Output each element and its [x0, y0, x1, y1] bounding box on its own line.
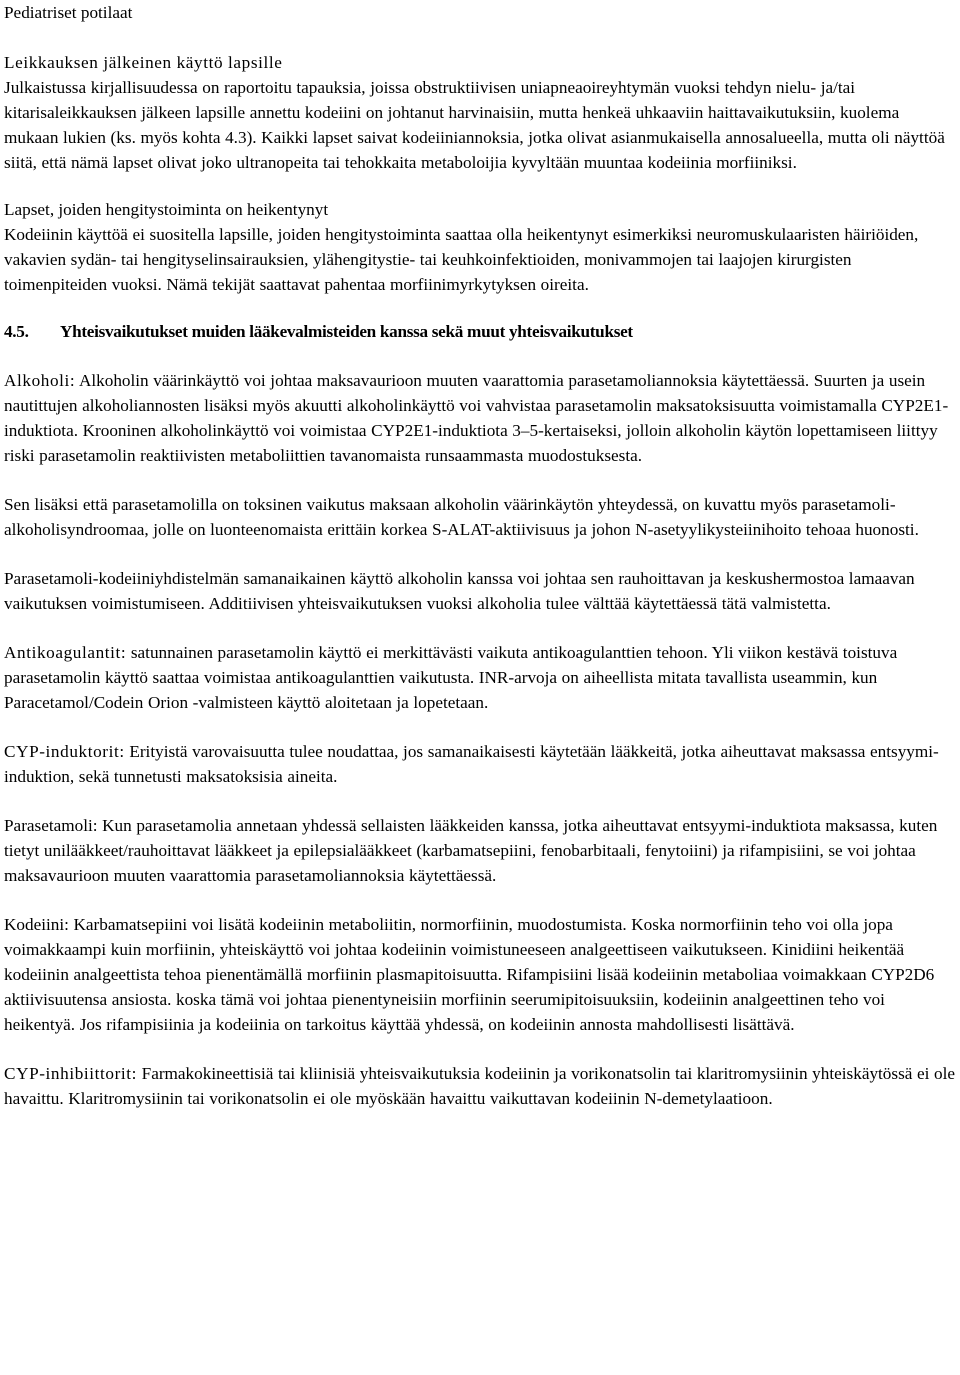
text-alcohol: Alkoholin väärinkäyttö voi johtaa maksavaurioon muuten vaarattomia parasetamoliannoksia käytettäessä. Suurten ja usein nautittujen alkoholiannosten lisäksi myös akuutti alkoholinkäyttö voi vahvistaa parasetamolin maksatoksisuutta voimistamalla CYP2E1-induktiota. Krooninen alkoholinkäyttö voi voimistaa CYP2E1-induktiota 3–5-kertaiseksi, jolloin alkoholin käytön lopettamiseen liittyy riski parasetamolin reaktiivisten metaboliittien tavanomaista runsaammasta muodostuksesta.: [4, 371, 949, 465]
lead-anticoagulants: Antikoagulantit:: [4, 643, 127, 662]
spacer: [4, 1037, 956, 1061]
spacer: [4, 468, 956, 492]
spacer: [4, 789, 956, 813]
text-anticoagulants: satunnainen parasetamolin käyttö ei merkittävästi vaikuta antikoagulanttien tehoon. Yli viikon kestävä toistuva parasetamolin käyttö saattaa voimistaa antikoagulanttien vaikutusta. INR-arvoja on aiheellista mitata tavallista useammin, kun Paracetamol/Codein Orion -valmisteen käyttö aloitetaan ja lopetetaan.: [4, 643, 898, 712]
section-number: 4.5.: [4, 322, 29, 341]
spacer: [4, 175, 956, 197]
lead-cyp-inhibitors: CYP-inhibiittorit:: [4, 1064, 138, 1083]
page-title: Pediatriset potilaat: [4, 3, 133, 22]
subheading-respiratory-impaired: Lapset, joiden hengitystoiminta on heikentynyt: [4, 200, 329, 219]
spacer: [4, 616, 956, 640]
lead-alcohol: Alkoholi:: [4, 371, 76, 390]
paragraph-codeine-alcohol: Parasetamoli-kodeiiniyhdistelmän samanaikainen käyttö alkoholin kanssa voi johtaa sen rauhoittavan ja keskushermostoa lamaavan vaikutuksen voimistumiseen. Additiivisen yhteisvaikutuksen vuoksi alkoholia tulee välttää käytettäessä tätä valmistetta.: [4, 569, 915, 613]
section-heading: [4, 319, 956, 344]
subheading-postoperative-use: Leikkauksen jälkeinen käyttö lapsille: [4, 53, 283, 72]
spacer: [4, 344, 956, 368]
spacer: [4, 297, 956, 319]
document-page: [4, 0, 956, 1111]
paragraph-postoperative-use: Julkaistussa kirjallisuudessa on raportoitu tapauksia, joissa obstruktiivisen uniapneaoireyhtymän vuoksi tehdyn nielu- ja/tai kitarisaleikkauksen jälkeen lapsille annettu kodeiini on johtanut harvinaisiin, mutta henkeä uhkaaviin haittavaikutuksiin, kuolema mukaan lukien (ks. myös kohta 4.3). Kaikki lapset saivat kodeiiniannoksia, jotka olivat asianmukaisella annosalueella, mutta oli näyttöä siitä, että nämä lapset olivat joko ultranopeita tai tehokkaita metaboloijia kyvyltään muuntaa kodeiinia morfiiniksi.: [4, 78, 945, 172]
paragraph-cyp-inhibitors: [4, 1061, 956, 1111]
paragraph-cyp-inducers: [4, 739, 956, 789]
lead-cyp-inducers: CYP-induktorit:: [4, 742, 125, 761]
spacer: [4, 715, 956, 739]
spacer: [4, 25, 956, 50]
paragraph-respiratory-impaired: Kodeiinin käyttöä ei suositella lapsille, joiden hengitystoiminta saattaa olla heikentynyt esimerkiksi neuromuskulaaristen häiriöiden, vakavien sydän- tai hengityselinsairauksien, ylähengitystie- tai keuhkoinfektioiden, monivammojen tai laajojen kirurgisten toimenpiteiden vuoksi. Nämä tekijät saattavat pahentaa morfiinimyrkytyksen oireita.: [4, 225, 919, 294]
paragraph-alcohol-syndrome: Sen lisäksi että parasetamolilla on toksinen vaikutus maksaan alkoholin väärinkäytön yhteydessä, on kuvattu myös parasetamoli-alkoholisyndroomaa, jolle on luonteenomaista erittäin korkea S-ALAT-aktiivisuus ja johon N-asetyylikysteiinihoito tehoaa huonosti.: [4, 495, 919, 539]
paragraph-paracetamol: Parasetamoli: Kun parasetamolia annetaan yhdessä sellaisten lääkkeiden kanssa, jotka aiheuttavat entsyymi-induktiota maksassa, kuten tietyt unilääkkeet/rauhoittavat lääkkeet ja epilepsialääkkeet (karbamatsepiini, fenobarbitaali, fenytoiini) ja rifampisiini, se voi johtaa maksavaurioon muuten vaarattomia parasetamoliannoksia käytettäessä.: [4, 816, 938, 885]
paragraph-codeine: Kodeiini: Karbamatsepiini voi lisätä kodeiinin metaboliitin, normorfiinin, muodostumista. Koska normorfiinin teho voi olla jopa voimakkaampi kuin morfiinin, yhteiskäyttö voi johtaa kodeiinin voimistuneeseen analgeettiseen vaikutukseen. Kinidiini heikentää kodeiinin analgeettista tehoa pienentämällä morfiinin plasmapitoisuutta. Rifampisiini lisää kodeiinin metaboliaa voimakkaan CYP2D6 aktiivisuutensa ansiosta. koska tämä voi johtaa pienentyneisiin morfiinin seerumipitoisuuksiin, kodeiinin analgeettinen teho voi heikentyä. Jos rifampisiinia ja kodeiinia on tarkoitus käyttää yhdessä, on kodeiinin annosta mahdollisesti lisättävä.: [4, 915, 935, 1034]
spacer: [4, 888, 956, 912]
text-cyp-inducers: Erityistä varovaisuutta tulee noudattaa, jos samanaikaisesti käytetään lääkkeitä, jotka aiheuttavat maksassa entsyymi-induktion, sekä tunnetusti maksatoksisia aineita.: [4, 742, 939, 786]
paragraph-anticoagulants: [4, 640, 956, 715]
paragraph-alcohol: [4, 368, 956, 468]
spacer: [4, 542, 956, 566]
text-cyp-inhibitors: Farmakokineettisiä tai kliinisiä yhteisvaikutuksia kodeiinin ja vorikonatsolin tai klaritromysiinin yhteiskäytössä ei ole havaittu. Klaritromysiinin tai vorikonatsolin ei ole myöskään havaittu vaikuttavan kodeiinin N-demetylaatioon.: [4, 1064, 956, 1108]
section-title: Yhteisvaikutukset muiden lääkevalmisteiden kanssa sekä muut yhteisvaikutukset: [60, 322, 633, 341]
